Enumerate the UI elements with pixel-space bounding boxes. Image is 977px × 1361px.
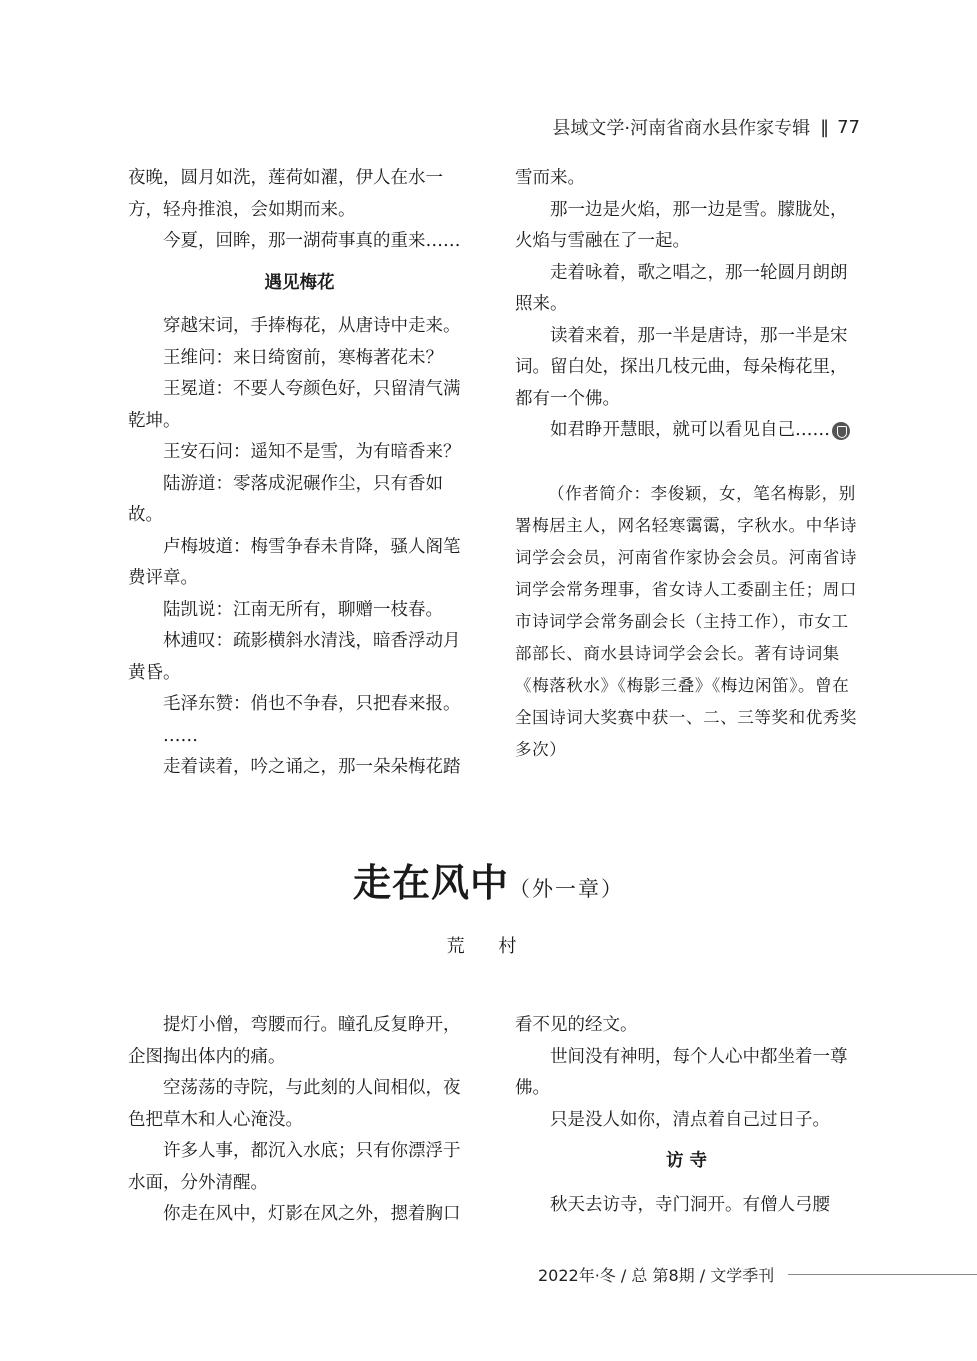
section-title: 县域文学·河南省商水县作家专辑: [552, 118, 811, 139]
paragraph: [515, 415, 858, 447]
paragraph: 毛泽东赞：俏也不争春，只把春来报。: [163, 694, 461, 714]
paragraph: 夜晚，圆月如洗，莲荷如濯，伊人在水一方，轻舟推浪，会如期而来。: [128, 168, 443, 220]
paragraph: 陆游道：零落成泥碾作尘，只有香如故。: [128, 473, 443, 525]
section-heading-plum: 遇见梅花: [264, 272, 335, 293]
paragraph: 看不见的经文。: [515, 1015, 638, 1035]
paragraph: 今夏，回眸，那一湖荷事真的重来……: [163, 231, 461, 251]
top-left-column: [128, 163, 471, 784]
top-right-column: [515, 163, 858, 766]
paragraph: 走着读着，吟之诵之，那一朵朵梅花踏: [163, 757, 461, 777]
paragraph: 许多人事，都沉入水底；只有你漂浮于水面，分外清醒。: [128, 1141, 461, 1193]
end-mark-icon: [832, 422, 850, 440]
bottom-left-column: [128, 1010, 471, 1231]
paragraph: 陆凯说：江南无所有，聊赠一枝春。: [163, 599, 443, 620]
paragraph: 走着咏着，歌之唱之，那一轮圆月朗朗照来。: [515, 262, 848, 314]
footer-rule: [788, 1274, 977, 1275]
paragraph: 王安石问：遥知不是雪，为有暗香来？: [163, 442, 461, 462]
header-divider: ‖: [820, 116, 828, 138]
closing-line: 如君睁开慧眼，就可以看见自己……: [550, 420, 830, 440]
running-header: [552, 114, 860, 140]
article-title: [0, 852, 977, 907]
ellipsis-line: ……: [163, 725, 198, 746]
paragraph: 林逋叹：疏影横斜水清浅，暗香浮动月黄昏。: [128, 631, 461, 683]
paragraph: 那一边是火焰，那一边是雪。朦胧处，火焰与雪融在了一起。: [515, 199, 848, 251]
paragraph: 卢梅坡道：梅雪争春未肯降，骚人阁笔费评章。: [128, 536, 461, 588]
author-bio: （作者简介：李俊颖，女，笔名梅影，别署梅居主人，网名轻寒霭霭，字秋水。中华诗词学会会员，河南省作家协会会员。河南省诗词学会常务理事，省女诗人工委副主任；周口市诗词学会常务副会长（主持工作），市女工部部长、商水县诗词学会会长。著有诗词集《梅落秋水》《梅影三叠》《梅边闲笛》。曾在全国诗词大奖赛中获一、二、三等奖和优秀奖多次）: [515, 483, 857, 759]
paragraph: 秋天去访寺，寺门洞开。有僧人弓腰: [550, 1194, 830, 1215]
paragraph: 王冕道：不要人夸颜色好，只留清气满乾坤。: [128, 379, 461, 431]
author-name: 荒 村: [446, 936, 531, 957]
section-heading-temple: 访 寺: [665, 1151, 708, 1171]
paragraph: 世间没有神明，每个人心中都坐着一尊佛。: [515, 1046, 848, 1098]
paragraph: 提灯小僧，弯腰而行。瞳孔反复睁开，企图掏出体内的痛。: [128, 1015, 461, 1067]
paragraph: 只是没人如你，清点着自己过日子。: [550, 1109, 830, 1130]
paragraph: 你走在风中，灯影在风之外，摁着胸口: [163, 1204, 461, 1224]
paragraph: 雪而来。: [515, 168, 585, 188]
title-main: 走在风中: [352, 861, 509, 905]
issue-info: 2022年·冬 / 总 第8期 / 文学季刊: [538, 1266, 775, 1285]
page-number: 77: [837, 116, 860, 138]
paragraph: 空荡荡的寺院，与此刻的人间相似，夜色把草木和人心淹没。: [128, 1078, 461, 1130]
paragraph: 读着来着，那一半是唐诗，那一半是宋词。留白处，探出几枝元曲，每朵梅花里，都有一个佛。: [515, 325, 848, 409]
bottom-right-column: [515, 1010, 858, 1221]
paragraph: 王维问：来日绮窗前，寒梅著花未？: [163, 347, 443, 368]
title-sub: （外一章）: [509, 877, 624, 901]
page-footer: [538, 1263, 977, 1286]
paragraph: 穿越宋词，手捧梅花，从唐诗中走来。: [163, 316, 461, 336]
